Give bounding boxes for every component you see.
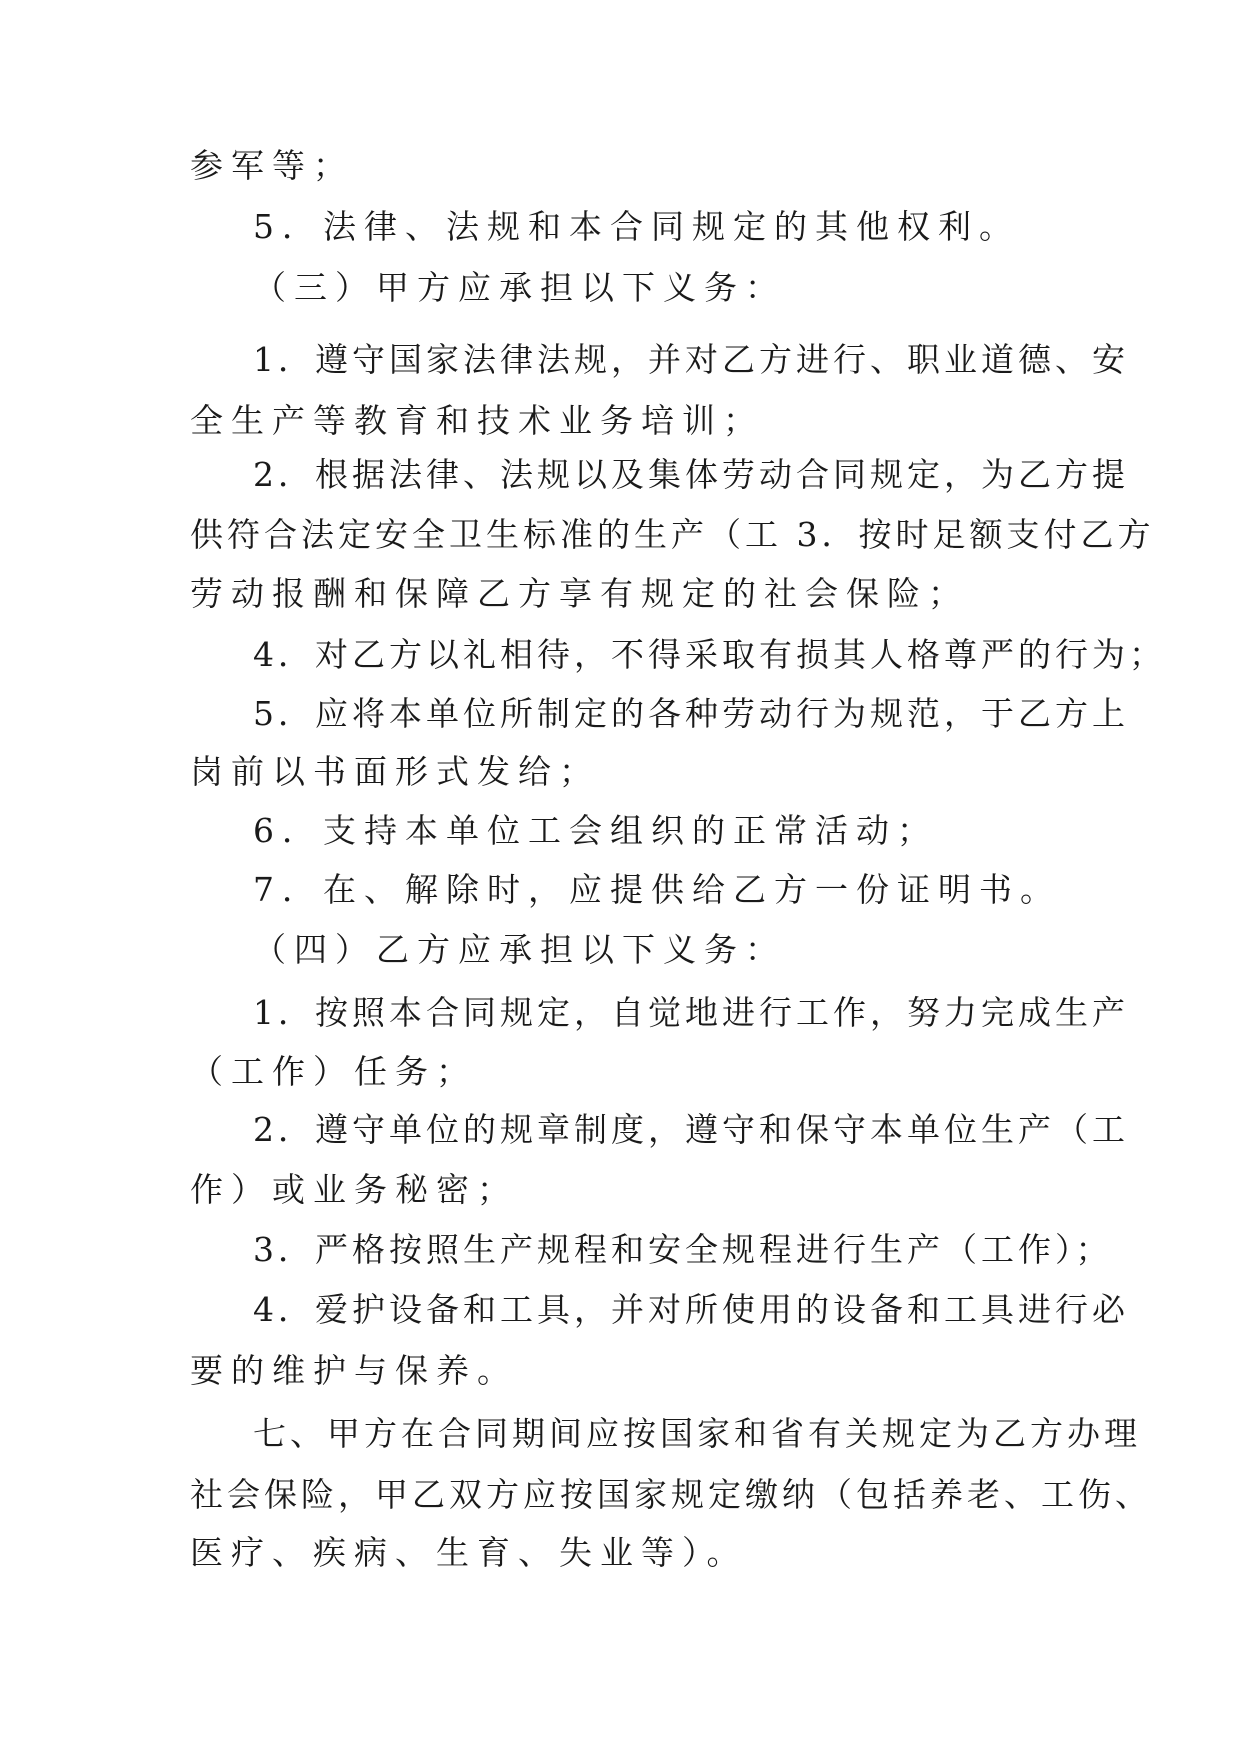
text-line: 社会保险，甲乙双方应按国家规定缴纳（包括养老、工伤、: [190, 1475, 1152, 1514]
text-line: 2．根据法律、法规以及集体劳动合同规定，为乙方提: [253, 455, 1129, 494]
text-line: 要的维护与保养。: [190, 1351, 518, 1390]
text-line: 劳动报酬和保障乙方享有规定的社会保险；: [190, 574, 969, 613]
text-line: 参军等；: [190, 146, 354, 185]
text-line: （三）甲方应承担以下义务：: [253, 268, 786, 307]
text-line: 2．遵守单位的规章制度，遵守和保守本单位生产（工: [253, 1110, 1129, 1149]
text-line: 1．按照本合同规定，自觉地进行工作，努力完成生产: [253, 993, 1129, 1032]
text-line: 3．严格按照生产规程和安全规程进行生产（工作）；: [253, 1230, 1113, 1269]
text-line: 岗前以书面形式发给；: [190, 752, 600, 791]
text-line: 6．支持本单位工会组织的正常活动；: [253, 811, 938, 850]
text-line: 供符合法定安全卫生标准的生产（工 3．按时足额支付乙方: [190, 515, 1155, 554]
text-line: 4．爱护设备和工具，并对所使用的设备和工具进行必: [253, 1290, 1129, 1329]
text-line: 5．应将本单位所制定的各种劳动行为规范，于乙方上: [253, 694, 1129, 733]
text-line: 七、甲方在合同期间应按国家和省有关规定为乙方办理: [253, 1414, 1141, 1453]
text-line: 1．遵守国家法律法规，并对乙方进行、职业道德、安: [253, 340, 1129, 379]
text-line: 5．法律、法规和本合同规定的其他权利。: [253, 207, 1020, 246]
text-line: 4．对乙方以礼相待，不得采取有损其人格尊严的行为；: [253, 635, 1166, 674]
text-line: （四）乙方应承担以下义务：: [253, 930, 786, 969]
text-line: 作）或业务秘密；: [190, 1170, 518, 1209]
text-line: （工作）任务；: [190, 1052, 477, 1091]
text-line: 全生产等教育和技术业务培训；: [190, 401, 764, 440]
text-line: 7．在、解除时，应提供给乙方一份证明书。: [253, 870, 1061, 909]
text-line: 医疗、疾病、生育、失业等）。: [190, 1533, 748, 1572]
